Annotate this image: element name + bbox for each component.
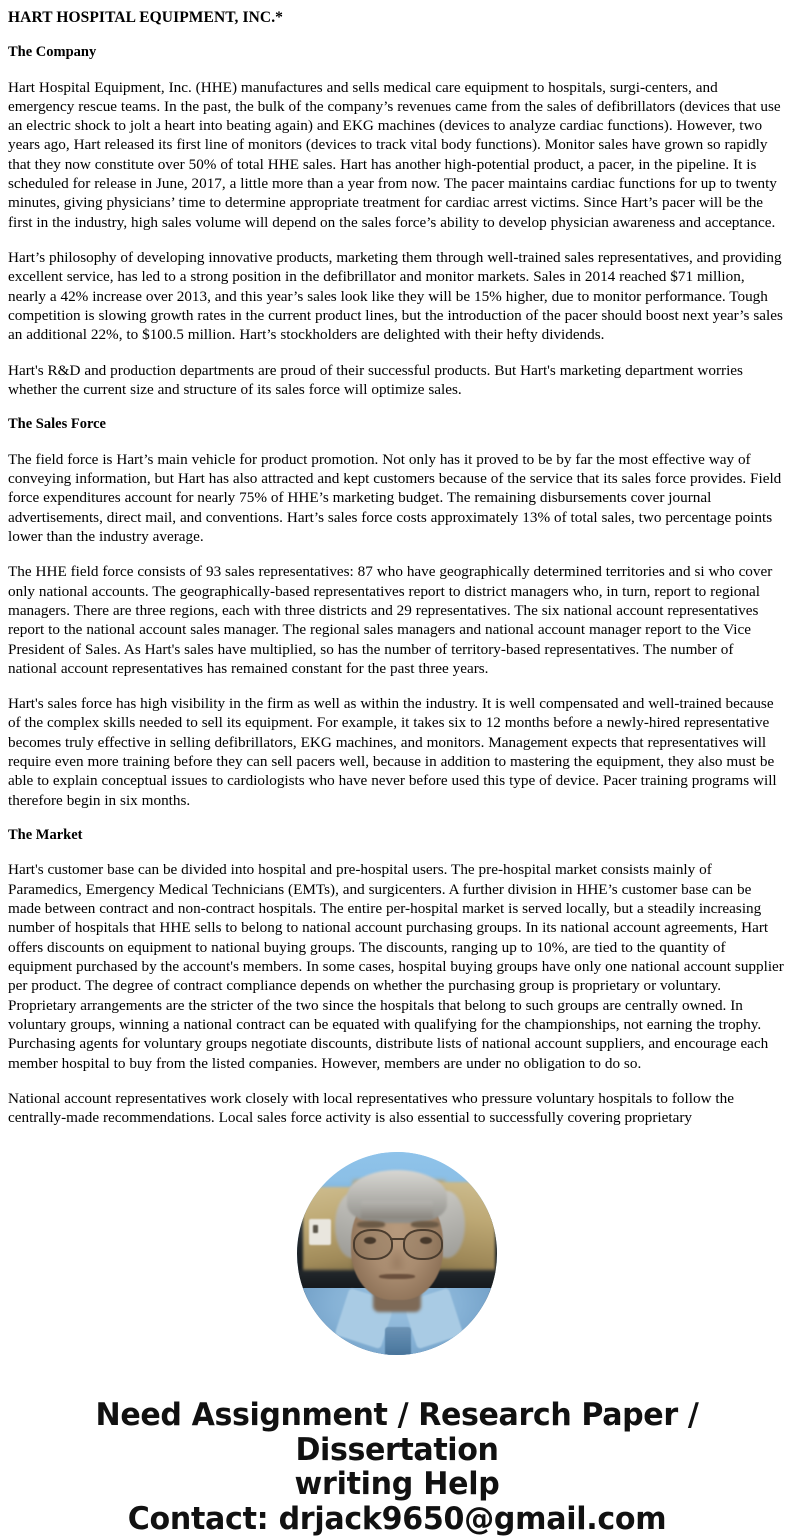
paragraph: Hart Hospital Equipment, Inc. (HHE) manufactures and sells medical care equipment to hospitals, surgi-centers, and emergency rescue teams. In the past, the bulk of the company’s revenues came from the sales of defibrillators (devices that use an electric shock to jolt a heart into beating again) and EKG machines (devices to analyze cardiac functions). However, two years ago, Hart released its first line of monitors (devices to track vital body functions). Monitor sales have grown so rapidly that they now constitute over 50% of total HHE sales. Hart has another high-potential product, a pacer, in the pipeline. It is scheduled for release in June, 2017, a little more than a year from now. The pacer maintains cardiac functions for up to twenty minutes, giving physicians’ time to determine appropriate treatment for cardiac arrest victims. Since Hart’s pacer will be the first in the industry, high sales volume will depend on the sales force’s ability to develop physician awareness and acceptance. (8, 78, 781, 231)
portrait-eyeglass-bridge (390, 1238, 404, 1240)
portrait-forehead (361, 1201, 433, 1219)
paragraph-clipped: National account representatives work closely with local representatives who pressure voluntary hospitals to follow the centrally-made recommendations. Local sales force activity is also essential to successfully covering proprietary (8, 1089, 734, 1127)
portrait-eyebrow-right (411, 1221, 439, 1228)
section-heading-the-market: The Market (8, 827, 83, 844)
portrait-tie (385, 1327, 411, 1355)
footer-ad-line-2: writing Help (294, 1466, 500, 1503)
paragraph: Hart's R&D and production departments are proud of their successful products. But Hart's marketing department worries whether the current size and structure of its sales force will optimize sales. (8, 361, 743, 399)
paragraph: Hart's customer base can be divided into hospital and pre-hospital users. The pre-hospital market consists mainly of Paramedics, Emergency Medical Technicians (EMTs), and surgicenters. A further division in HHE’s customer base can be made between contract and non-contract hospitals. The entire per-hospital market is served locally, but a steadily increasing number of hospitals that HHE sells to belong to national account purchasing groups. In its national account agreements, Hart offers discounts on equipment to national buying groups. The discounts, ranging up to 10%, are tied to the quantity of equipment purchased by the account's members. In some cases, hospital buying groups have only one national account supplier per product. The degree of contract compliance depends on whether the purchasing group is proprietary or voluntary. Proprietary arrangements are the stricter of the two since the hospitals that belong to such groups are centrally owned. In voluntary groups, winning a national contract can be equated with qualifying for the championships, not earning the trophy. Purchasing agents for voluntary groups negotiate discounts, distribute lists of national account suppliers, and encourage each member hospital to buy from the listed companies. However, members are under no obligation to do so. (8, 861, 784, 1072)
paragraph: The field force is Hart’s main vehicle for product promotion. Not only has it proved to be by far the most effective way of conveying information, but Hart has also attracted and kept customers because of the service that its sales force provides. Field force expenditures account for nearly 75% of HHE’s marketing budget. The remaining disbursements cover journal advertisements, direct mail, and conventions. Hart’s sales force costs approximately 13% of total sales, two percentage points lower than the industry average. (8, 450, 782, 545)
portrait-eyeglass-right (403, 1229, 443, 1259)
footer-ad-contact: Contact: drjack9650@gmail.com (127, 1501, 667, 1537)
avatar (297, 1152, 497, 1355)
page-title: HART HOSPITAL EQUIPMENT, INC.* (8, 9, 284, 26)
portrait-nose (387, 1247, 407, 1269)
footer-ad-line-1: Need Assignment / Research Paper / Dissertation (95, 1397, 699, 1468)
section-heading-the-sales-force: The Sales Force (8, 416, 106, 433)
footer-advertisement (0, 1398, 794, 1537)
paragraph: Hart’s philosophy of developing innovative products, marketing them through well-trained sales representatives, and providing excellent service, has led to a strong position in the defibrillator and monitor markets. Sales in 2014 reached $71 million, nearly a 42% increase over 2013, and this year’s sales look like they will be 15% higher, due to monitor performance. Tough competition is slowing growth rates in the current product lines, but the introduction of the pacer should boost next year’s sales an additional 22%, to $100.5 million. Hart’s stockholders are delighted with their hefty dividends. (8, 249, 783, 344)
paragraph: The HHE field force consists of 93 sales representatives: 87 who have geographically determined territories and si who cover only national accounts. The geographically-based representatives report to district managers who, in turn, report to regional managers. There are three regions, each with three districts and 29 representatives. The six national account representatives report to the national account sales manager. The regional sales managers and national account manager report to the Vice President of Sales. As Hart's sales have multiplied, so has the number of territory-based representatives. The number of national account representatives has remained constant for the past three years. (8, 563, 773, 677)
section-heading-the-company: The Company (8, 44, 97, 61)
portrait-light-switch (309, 1219, 331, 1245)
portrait-mouth (379, 1274, 415, 1279)
portrait-container (0, 1140, 794, 1370)
portrait-eyebrow-left (357, 1221, 385, 1228)
paragraph: Hart's sales force has high visibility in the firm as well as within the industry. It is well compensated and well-trained because of the complex skills needed to sell its equipment. For example, it takes six to 12 months before a newly-hired representative becomes truly effective in selling defibrillators, EKG machines, and monitors. Management expects that representatives will require even more training before they can sell pacers well, because in addition to mastering the equipment, they also must be able to explain conceptual issues to cardiologists who have never before used this type of device. Pacer training programs will therefore begin in six months. (8, 695, 777, 809)
